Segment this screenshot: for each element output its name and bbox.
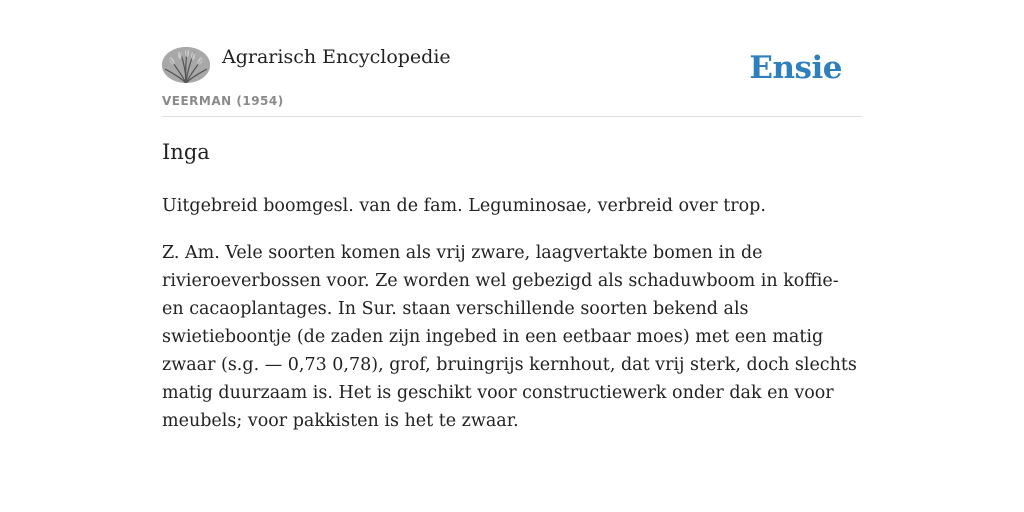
article-title: Inga <box>162 140 210 164</box>
wheat-icon[interactable] <box>162 47 210 83</box>
edition-label: VEERMAN (1954) <box>162 94 284 108</box>
article-paragraph: Z. Am. Vele soorten komen als vrij zware, laagvertakte bomen in de rivieroeverbossen voor. Ze worden wel gebezigd als schaduwboom in koffie- en cacaoplantages. In Sur. staan verschillende soorten bekend als swietieboontje (de zaden zijn ingebed in een eetbaar moes) met een matig zwaar (s.g. — 0,73 0,78), grof, bruingrijs kernhout, dat vrij sterk, doch slechts matig duurzaam is. Het is geschikt voor constructiewerk onder dak en voor meubels; voor pakkisten is het te zwaar. <box>162 243 857 431</box>
article-paragraph: Uitgebreid boomgesl. van de fam. Leguminosae, verbreid over trop. <box>162 196 766 216</box>
encyclopedia-name-link[interactable]: Agrarisch Encyclopedie <box>222 46 451 68</box>
ensie-logo[interactable]: Ensie <box>749 50 842 86</box>
header <box>162 44 862 117</box>
